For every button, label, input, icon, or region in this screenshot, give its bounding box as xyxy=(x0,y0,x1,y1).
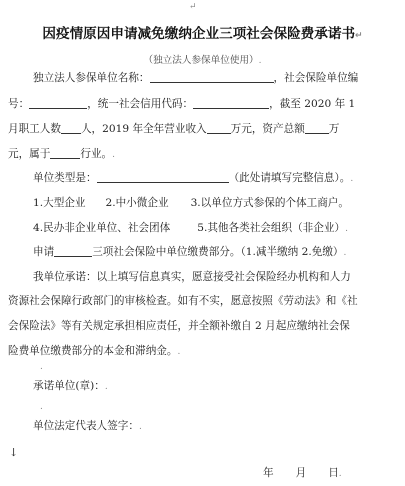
paragraph-mark: . xyxy=(343,248,347,258)
option-other-organization: 5.其他各类社会组织（非企业） xyxy=(197,222,346,234)
social-security-number-blank[interactable] xyxy=(29,97,87,109)
apply-label: 申请 xyxy=(33,246,55,258)
commitment-line-3: 会保险法》等有关规定承担相应责任，并全额补缴自 2 月起应缴纳社会保 xyxy=(8,320,350,332)
legal-representative-line xyxy=(33,419,142,434)
paragraph-mark: . xyxy=(177,347,181,357)
unit-type-options-row1 xyxy=(33,196,349,210)
date-line xyxy=(263,466,342,481)
paragraph-mark: ↵ xyxy=(189,2,197,12)
paragraph-mark: . xyxy=(138,422,142,432)
paragraph-mark: . xyxy=(40,402,43,412)
date-day: 日 xyxy=(328,467,339,479)
assets-blank[interactable] xyxy=(305,122,329,134)
unit-type-options-row2 xyxy=(33,221,348,236)
document-subtitle xyxy=(0,52,405,66)
commitment-line-2: 资源社会保障行政部门的审核检查。如有不实，愿意按照《劳动法》和《社 xyxy=(8,295,358,307)
industry-label: 元，属于 xyxy=(8,148,51,160)
credit-code-blank[interactable] xyxy=(193,97,269,109)
signing-unit-label: 承诺单位(章)： xyxy=(33,380,105,392)
wan-unit: 万 xyxy=(328,123,340,135)
paragraph-mark: . xyxy=(345,224,348,234)
title-text: 因疫情原因申请减免缴纳企业三项社会保险费承诺书 xyxy=(42,26,356,42)
revenue-label: 人，2019 年全年营业收入 xyxy=(80,123,207,135)
credit-code-line xyxy=(8,97,355,111)
option-individual-business: 3.以单位方式参保的个体工商户。 xyxy=(190,197,349,209)
apply-line xyxy=(33,245,346,260)
industry-line xyxy=(8,147,115,162)
assets-label: 万元，资产总额 xyxy=(230,123,305,135)
unit-type-line xyxy=(33,171,353,186)
paragraph-mark: . xyxy=(40,362,43,372)
paragraph-mark: ↵ xyxy=(355,31,363,41)
number-label: 号： xyxy=(8,98,30,110)
option-large-enterprise: 1.大型企业 xyxy=(33,197,86,209)
commitment-line-4 xyxy=(8,344,180,359)
date-year: 年 xyxy=(263,467,274,479)
as-of-date-text: ，截至 2020 年 1 xyxy=(269,98,356,110)
unit-type-note: （此处请填写完整信息）。 xyxy=(228,172,351,184)
option-private-nonenterprise: 4.民办非企业单位、社会团体 xyxy=(33,222,171,234)
paragraph-mark: . xyxy=(112,150,116,160)
legal-representative-label: 单位法定代表人签字： xyxy=(33,420,139,432)
commitment-line-1: 我单位承诺：以上填写信息真实，愿意接受社会保险经办机构和人力 xyxy=(33,271,351,283)
commitment-line-4-text: 险费单位缴费部分的本金和滞纳金。 xyxy=(8,345,178,357)
employees-revenue-line xyxy=(8,122,339,136)
document-title xyxy=(0,22,405,42)
revenue-blank[interactable] xyxy=(207,122,231,134)
unit-name-blank[interactable] xyxy=(150,71,274,83)
unit-name-line xyxy=(33,71,358,85)
unit-name-label: 独立法人参保单位名称： xyxy=(33,72,150,84)
paragraph-mark: . xyxy=(258,56,262,66)
apply-text: 三项社会保险中单位缴费部分。（1.减半缴纳 2.免缴） xyxy=(92,246,344,258)
paragraph-mark: . xyxy=(104,382,108,392)
subtitle-text: （独立法人参保单位使用） xyxy=(143,55,259,66)
employees-blank[interactable] xyxy=(61,122,81,134)
signing-unit-line xyxy=(33,379,108,394)
social-security-number-label: ，社会保险单位编 xyxy=(273,72,359,84)
option-sme: 2.中小微企业 xyxy=(105,197,169,209)
employees-label: 月职工人数 xyxy=(8,123,61,135)
paragraph-mark: . xyxy=(338,469,342,479)
unit-type-blank[interactable] xyxy=(97,171,229,183)
industry-suffix: 行业。 xyxy=(80,148,113,160)
line-break-arrow-icon: ↓ xyxy=(9,446,19,459)
date-month: 月 xyxy=(295,467,307,479)
apply-option-blank[interactable] xyxy=(54,245,92,257)
unit-type-label: 单位类型是： xyxy=(33,172,97,184)
industry-blank[interactable] xyxy=(50,147,80,159)
credit-code-label: ，统一社会信用代码： xyxy=(87,98,194,110)
paragraph-mark: . xyxy=(350,174,354,184)
